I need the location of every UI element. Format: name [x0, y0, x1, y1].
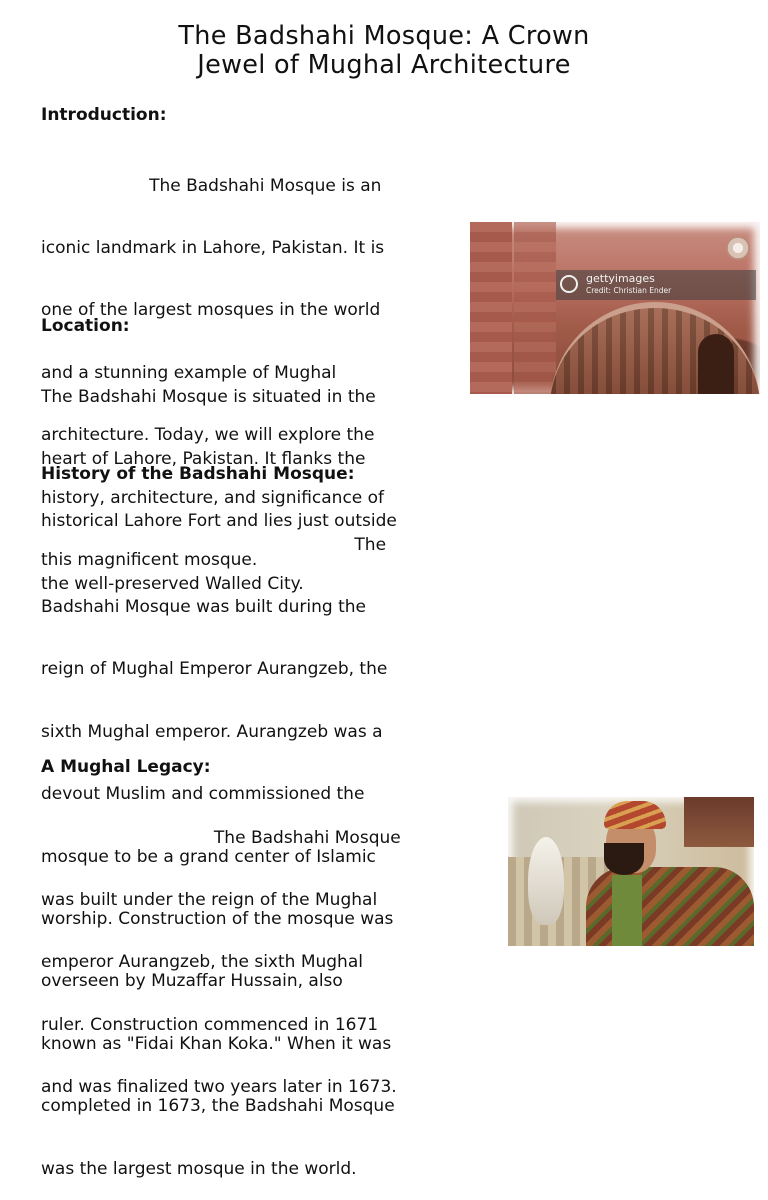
- getty-logo-icon: [560, 275, 578, 293]
- mosque-inner-arch: [698, 334, 734, 394]
- portrait-beard: [604, 843, 644, 875]
- text-line: history, architecture, and significance of: [41, 487, 385, 508]
- text-line: was the largest mosque in the world.: [41, 1158, 357, 1179]
- section-heading-location: Location:: [41, 316, 130, 336]
- getty-watermark: [556, 270, 756, 300]
- mosque-pillar: [470, 222, 512, 394]
- document-title: [0, 22, 768, 80]
- text-line: architecture. Today, we will explore the: [41, 425, 375, 446]
- watermark-text: gettyimages: [586, 272, 655, 285]
- text-line: historical Lahore Fort and lies just outside: [41, 511, 397, 532]
- text-line: sixth Mughal emperor. Aurangzeb was a: [41, 721, 383, 742]
- title-line-1: The Badshahi Mosque: A Crown: [178, 21, 590, 51]
- text-line: The Badshahi Mosque is an: [41, 175, 382, 196]
- text-line: and was finalized two years later in 1673.: [41, 1077, 397, 1098]
- text-line: one of the largest mosques in the world: [41, 300, 381, 321]
- falcon-figure: [528, 837, 564, 925]
- text-line: ruler. Construction commenced in 1671: [41, 1014, 379, 1035]
- section-heading-mughal-legacy: A Mughal Legacy:: [41, 757, 211, 777]
- aurangzeb-portrait: [508, 797, 754, 946]
- title-line-2: Jewel of Mughal Architecture: [197, 50, 571, 80]
- text-line: completed in 1673, the Badshahi Mosque: [41, 1096, 395, 1117]
- text-line: reign of Mughal Emperor Aurangzeb, the: [41, 659, 388, 680]
- text-line: The: [41, 534, 387, 555]
- photo-credit: Credit: Christian Ender: [586, 286, 672, 295]
- section-heading-introduction: Introduction:: [41, 105, 167, 125]
- portrait-canopy: [684, 797, 754, 847]
- portrait-turban: [604, 801, 666, 829]
- mosque-pillar: [514, 222, 556, 394]
- text-line: overseen by Muzaffar Hussain, also: [41, 971, 343, 992]
- text-line: heart of Lahore, Pakistan. It flanks the: [41, 448, 366, 469]
- portrait-vest: [612, 875, 642, 946]
- text-line: emperor Aurangzeb, the sixth Mughal: [41, 952, 363, 973]
- text-line: mosque to be a grand center of Islamic: [41, 846, 376, 867]
- text-line: and a stunning example of Mughal: [41, 362, 337, 383]
- text-line: iconic landmark in Lahore, Pakistan. It is: [41, 237, 385, 258]
- text-line: worship. Construction of the mosque was: [41, 908, 394, 929]
- text-line: was built under the reign of the Mughal: [41, 889, 378, 910]
- text-line: The Badshahi Mosque is situated in the: [41, 386, 376, 407]
- text-line: The Badshahi Mosque: [41, 827, 401, 848]
- text-line: this magnificent mosque.: [41, 549, 258, 570]
- section-text-mughal-legacy: [41, 786, 401, 1119]
- mosque-photo: [470, 222, 760, 394]
- rosette-ornament: [726, 236, 750, 260]
- text-line: known as "Fidai Khan Koka." When it was: [41, 1033, 392, 1054]
- text-line: devout Muslim and commissioned the: [41, 784, 365, 805]
- text-line: Badshahi Mosque was built during the: [41, 596, 366, 617]
- section-heading-history: History of the Badshahi Mosque:: [41, 464, 355, 484]
- text-line: the well-preserved Walled City.: [41, 573, 304, 594]
